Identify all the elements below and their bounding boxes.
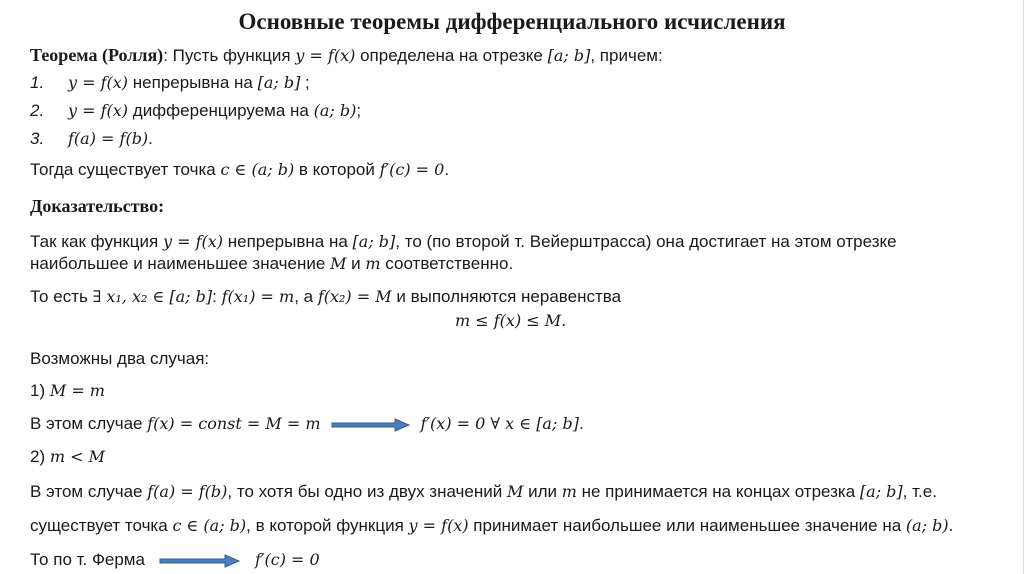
case-1-result: f′(x) = 0 ∀ x ∈ [a; b] (420, 414, 579, 433)
case-2-heading (30, 446, 105, 468)
case-2-line2-tail: . (948, 516, 954, 535)
case-2-label: 2) (30, 447, 50, 466)
condition-math: f(a) = f(b) (68, 129, 149, 148)
theorem-label: Теорема (Ролля) (30, 45, 164, 65)
case-2-function: y = f(x) (408, 516, 469, 535)
case-1-text: В этом случае (30, 414, 148, 433)
case-2-line2-text-c: принимает наибольшее или наименьшее значение на (468, 516, 906, 535)
case-2-min: m (561, 482, 577, 501)
condition-tail: ; (356, 101, 362, 120)
theorem-segment: [a; b] (547, 46, 591, 65)
slide-title: Основные теоремы дифференциального исчисления (238, 9, 786, 34)
case-2-point: c ∈ (a; b) (172, 516, 247, 535)
condition-text: непрерывна на (128, 73, 258, 92)
proof-label (30, 195, 164, 218)
p2-exists-points: ∃ x₁, x₂ ∈ [a; b] (92, 287, 213, 306)
case-2-segment: [a; b] (859, 482, 903, 501)
proof-paragraph-1-line-1 (30, 231, 897, 253)
proof-heading: Доказательство: (30, 196, 165, 216)
condition-1 (30, 72, 310, 94)
conclusion-text-b: в которой (294, 160, 380, 179)
case-1-tail: . (578, 414, 584, 433)
case-2-max: M (506, 482, 524, 501)
condition-tail: . (148, 129, 153, 148)
theorem-intro-b: определена на отрезке (355, 46, 548, 65)
p1-text-b: непрерывна на (223, 232, 353, 251)
implies-arrow-icon (159, 553, 241, 569)
case-2-text-e: , т.е. (902, 482, 937, 501)
p1-min-symbol: m (365, 254, 381, 273)
p1-segment: [a; b] (352, 232, 396, 251)
p2-min-value: f(x₁) = m (221, 287, 295, 306)
condition-number: 1. (30, 73, 45, 92)
fermat-result: f′(c) = 0 (254, 550, 320, 569)
cases-intro: Возможны два случая: (30, 349, 210, 368)
p1-line2-text-a: наибольшее и наименьшее значение (30, 254, 331, 273)
condition-number: 3. (30, 129, 45, 148)
conclusion-text-a: Тогда существует точка (30, 160, 221, 179)
case-2-text-c: или (523, 482, 562, 501)
condition-math: y = f(x) (68, 101, 129, 120)
conclusion-derivative: f′(c) = 0 (379, 160, 445, 179)
p2-text-b: : (212, 287, 222, 306)
theorem-intro-a: : Пусть функция (163, 46, 296, 65)
inequality-math: m ≤ f(x) ≤ M. (455, 311, 567, 330)
p1-text-c: , то (по второй т. Вейерштрасса) она достигает на этом отрезке (395, 232, 897, 251)
condition-3 (30, 128, 153, 150)
case-1-body (30, 413, 584, 435)
condition-math: y = f(x) (68, 73, 129, 92)
conclusion-point: c ∈ (a; b) (220, 160, 295, 179)
case-2-text-a: В этом случае (30, 482, 148, 501)
case-2-text-d: не принимается на концах отрезка (576, 482, 860, 501)
theorem-conclusion (30, 159, 449, 181)
case-2-interval: (a; b) (905, 516, 949, 535)
case-2-condition: m < M (49, 447, 105, 466)
case-2-body-line-2 (30, 515, 953, 537)
case-1-const: f(x) = const = M = m (147, 414, 321, 433)
p1-line2-text-b: и (346, 254, 366, 273)
case-2-text-b: , то хотя бы одно из двух значений (227, 482, 507, 501)
fermat-line (30, 549, 320, 571)
condition-math-2: [a; b] (257, 73, 301, 92)
condition-text: дифференцируема на (128, 101, 314, 120)
p2-text-d: и выполняются неравенства (391, 287, 622, 306)
p2-text-a: То есть (30, 287, 93, 306)
case-1-label: 1) (30, 381, 50, 400)
p1-text-a: Так как функция (30, 232, 163, 251)
theorem-function: y = f(x) (295, 46, 356, 65)
condition-math-2: (a; b) (313, 101, 357, 120)
case-2-line2-text-b: , в которой функция (246, 516, 409, 535)
case-2-body-line-1 (30, 481, 937, 503)
conclusion-tail: . (444, 160, 450, 179)
theorem-intro-c: , причем: (590, 46, 663, 65)
p1-function: y = f(x) (162, 232, 223, 251)
inequality (455, 310, 566, 332)
proof-paragraph-1-line-2 (30, 253, 513, 275)
p2-max-value: f(x₂) = M (317, 287, 392, 306)
p2-text-c: , а (294, 287, 318, 306)
case-1-condition: M = m (49, 381, 105, 400)
case-2-line2-text-a: существует точка (30, 516, 173, 535)
case-1-heading (30, 380, 105, 402)
fermat-text: То по т. Ферма (30, 550, 145, 569)
proof-paragraph-2 (30, 286, 621, 308)
condition-tail: ; (300, 73, 310, 92)
p1-max-symbol: M (330, 254, 347, 273)
implies-arrow-icon (331, 417, 411, 433)
theorem-statement (30, 44, 663, 67)
p1-line2-text-c: соответственно. (380, 254, 514, 273)
condition-number: 2. (30, 101, 45, 120)
condition-2 (30, 100, 361, 122)
case-2-equality: f(a) = f(b) (147, 482, 228, 501)
